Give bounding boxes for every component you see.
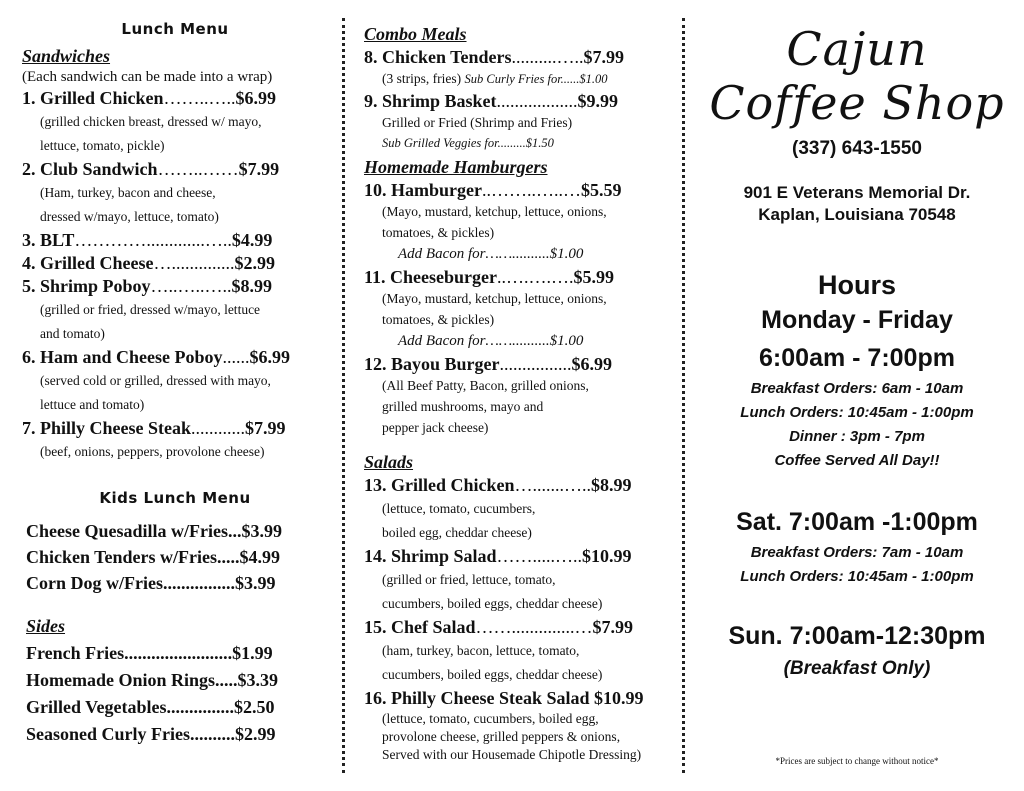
menu-item — [364, 354, 670, 375]
menu-item — [364, 688, 670, 709]
item-description — [382, 69, 670, 89]
item-price: $6.99 — [571, 354, 613, 374]
item-dots: …….....….. — [496, 546, 583, 566]
item-dots: ..... — [215, 670, 238, 690]
item-addon: Add Bacon for……..........$1.00 — [398, 333, 584, 349]
item-dots: ..........….. — [511, 47, 584, 67]
menu-item — [364, 180, 670, 201]
item-name: 16. Philly Cheese Steak Salad — [364, 688, 590, 708]
item-price: $7.99 — [592, 617, 634, 637]
item-price: $7.99 — [245, 418, 286, 438]
saturday-note: Lunch Orders: 10:45am - 1:00pm — [740, 568, 974, 585]
menu-item — [22, 159, 328, 180]
item-price: $7.99 — [583, 47, 625, 67]
item-name: Cheese Quesadilla w/Fries — [26, 521, 228, 541]
sandwich-list — [22, 88, 328, 463]
item-description-text: (3 strips, fries) — [382, 71, 465, 86]
item-price: $6.99 — [249, 347, 291, 367]
saturday-hours: Sat. 7:00am -1:00pm — [736, 508, 978, 536]
item-name: 2. Club Sandwich — [22, 159, 158, 179]
address — [690, 182, 1024, 226]
item-description: grilled mushrooms, mayo and — [382, 399, 544, 414]
phone-number: (337) 643-1550 — [792, 138, 922, 159]
item-name: 6. Ham and Cheese Poboy — [22, 347, 223, 367]
item-description: (ham, turkey, bacon, lettuce, tomato, — [382, 643, 580, 658]
item-description: (grilled chicken breast, dressed w/ mayo, — [40, 114, 262, 129]
burgers-heading: Homemade Hamburgers — [364, 157, 548, 177]
item-dots: ... — [227, 521, 242, 541]
item-name: 8. Chicken Tenders — [364, 47, 512, 67]
item-description: Served with our Housemade Chipotle Dressing) — [382, 747, 642, 762]
menu-item — [364, 267, 670, 288]
item-dots: .......... — [190, 724, 235, 744]
item-price: $4.99 — [239, 547, 281, 567]
item-description: pepper jack cheese) — [382, 420, 489, 435]
item-description: (lettuce, tomato, cucumbers, boiled egg, — [382, 711, 599, 726]
item-dots: ..... — [217, 547, 240, 567]
item-description — [382, 113, 670, 153]
item-dots: ..….….…. — [496, 267, 574, 287]
menu-item — [26, 547, 328, 568]
item-dots: ............... — [166, 697, 234, 717]
item-price: $1.99 — [232, 643, 273, 663]
menu-item — [26, 670, 328, 691]
kids-list — [22, 521, 328, 594]
menu-item — [26, 643, 328, 664]
item-description: and tomato) — [40, 326, 105, 341]
saturday-note: Breakfast Orders: 7am - 10am — [750, 544, 964, 561]
item-name: 9. Shrimp Basket — [364, 91, 497, 111]
price-footnote: *Prices are subject to change without notice* — [775, 756, 939, 766]
item-name: Homemade Onion Rings — [26, 670, 216, 690]
salad-list — [364, 475, 670, 763]
item-description: (lettuce, tomato, cucumbers, — [382, 501, 536, 516]
menu-item — [22, 230, 328, 251]
menu-item — [26, 521, 328, 542]
kids-menu-title: Kids Lunch Menu — [99, 489, 251, 507]
menu-item — [22, 347, 328, 368]
item-description: cucumbers, boiled eggs, cheddar cheese) — [382, 596, 603, 611]
item-dots: ….............. — [153, 253, 235, 273]
item-description: (All Beef Patty, Bacon, grilled onions, — [382, 378, 589, 393]
item-upgrade: Sub Curly Fries for......$1.00 — [464, 72, 608, 86]
item-description: (grilled or fried, dressed w/mayo, lettuce — [40, 302, 261, 317]
item-name: 10. Hamburger — [364, 180, 482, 200]
sunday-note: (Breakfast Only) — [783, 658, 931, 679]
menu-item — [364, 617, 670, 638]
item-name: 13. Grilled Chicken — [364, 475, 515, 495]
item-upgrade: Sub Grilled Veggies for.........$1.50 — [382, 136, 554, 150]
menu-item — [22, 418, 328, 439]
address-line-1: 901 E Veterans Memorial Dr. — [743, 183, 971, 202]
saturday-notes — [690, 541, 1024, 589]
item-price: $8.99 — [591, 475, 632, 495]
menu-item — [364, 91, 670, 112]
item-description-text: Grilled or Fried (Shrimp and Fries) — [382, 115, 573, 130]
weekday-notes — [690, 377, 1024, 473]
menu-item — [364, 47, 670, 68]
menu-item — [364, 475, 670, 496]
divider-left — [342, 18, 345, 773]
item-price: $10.99 — [594, 688, 644, 708]
item-description: provolone cheese, grilled peppers & onions, — [382, 729, 621, 744]
item-description: cucumbers, boiled eggs, cheddar cheese) — [382, 667, 603, 682]
item-price: $2.50 — [234, 697, 275, 717]
address-line-2: Kaplan, Louisiana 70548 — [758, 205, 956, 224]
item-dots: ..……..…..… — [481, 180, 581, 200]
item-name: 1. Grilled Chicken — [22, 88, 164, 108]
item-dots: ................ — [499, 354, 572, 374]
combo-list — [364, 47, 670, 153]
sides-heading: Sides — [26, 616, 66, 636]
hours-heading: Hours — [817, 270, 896, 300]
combo-panel — [350, 0, 680, 791]
menu-item — [26, 724, 328, 745]
sunday-hours: Sun. 7:00am-12:30pm — [728, 622, 986, 650]
item-name: 3. BLT — [22, 230, 75, 250]
item-description: tomatoes, & pickles) — [382, 312, 495, 327]
item-dots: ........................ — [124, 643, 233, 663]
item-description: dressed w/mayo, lettuce, tomato) — [40, 209, 219, 224]
item-name: 14. Shrimp Salad — [364, 546, 497, 566]
menu-item — [22, 276, 328, 297]
item-dots: ................ — [162, 573, 235, 593]
item-description: boiled egg, cheddar cheese) — [382, 525, 532, 540]
item-name: Corn Dog w/Fries — [26, 573, 163, 593]
logo-line-1: Cajun — [786, 22, 928, 76]
menu-item — [22, 253, 328, 274]
item-name: 7. Philly Cheese Steak — [22, 418, 191, 438]
item-description: lettuce, tomato, pickle) — [40, 138, 165, 153]
item-name: 11. Cheeseburger — [364, 267, 497, 287]
item-name: Seasoned Curly Fries — [26, 724, 190, 744]
item-dots: ...... — [222, 347, 250, 367]
sandwiches-heading: Sandwiches — [22, 46, 111, 66]
item-dots: ….......….. — [514, 475, 592, 495]
weekday-note: Coffee Served All Day!! — [774, 452, 940, 469]
item-price: $2.99 — [234, 253, 275, 273]
item-price: $7.99 — [238, 159, 280, 179]
weekday-time: 6:00am - 7:00pm — [759, 344, 955, 372]
item-dots: ………….............….. — [74, 230, 232, 250]
menu-item — [364, 546, 670, 567]
combo-heading: Combo Meals — [364, 24, 467, 44]
item-description: (Mayo, mustard, ketchup, lettuce, onions, — [382, 291, 607, 306]
item-name: French Fries — [26, 643, 125, 663]
item-price: $2.99 — [235, 724, 276, 744]
item-dots: ……..….. — [163, 88, 236, 108]
divider-right — [682, 18, 685, 773]
weekday-note: Breakfast Orders: 6am - 10am — [750, 380, 964, 397]
sandwiches-note: (Each sandwich can be made into a wrap) — [22, 69, 273, 85]
item-name: 15. Chef Salad — [364, 617, 476, 637]
item-dots: ……..…… — [157, 159, 239, 179]
item-price: $3.99 — [234, 573, 276, 593]
lunch-menu-title: Lunch Menu — [121, 20, 229, 38]
menu-item — [26, 573, 328, 594]
item-description: tomatoes, & pickles) — [382, 225, 495, 240]
item-price: $5.59 — [580, 180, 622, 200]
item-dots: .................. — [496, 91, 578, 111]
item-name: 5. Shrimp Poboy — [22, 276, 151, 296]
item-description: (Mayo, mustard, ketchup, lettuce, onions, — [382, 204, 607, 219]
info-panel — [690, 0, 1024, 791]
item-price: $5.99 — [573, 267, 614, 287]
menu-item — [26, 697, 328, 718]
item-price: $8.99 — [231, 276, 273, 296]
lunch-panel — [0, 0, 340, 791]
item-price: $3.99 — [241, 521, 282, 541]
item-description: (served cold or grilled, dressed with mayo, — [40, 373, 271, 388]
weekday-label: Monday - Friday — [761, 306, 953, 334]
item-price: $9.99 — [577, 91, 619, 111]
item-addon: Add Bacon for……..........$1.00 — [398, 246, 584, 262]
item-price: $10.99 — [582, 546, 632, 566]
sides-list — [22, 643, 328, 745]
weekday-note: Lunch Orders: 10:45am - 1:00pm — [740, 404, 974, 421]
logo-line-2: Coffee Shop — [709, 76, 1005, 130]
shop-logo — [690, 22, 1024, 130]
item-price: $4.99 — [231, 230, 273, 250]
item-dots: …..…..….. — [150, 276, 232, 296]
salads-heading: Salads — [364, 452, 414, 472]
item-description: (beef, onions, peppers, provolone cheese) — [40, 444, 265, 459]
item-dots: ............ — [191, 418, 245, 438]
item-description: (grilled or fried, lettuce, tomato, — [382, 572, 556, 587]
item-price: $3.39 — [237, 670, 279, 690]
item-name: 12. Bayou Burger — [364, 354, 500, 374]
item-description: lettuce and tomato) — [40, 397, 145, 412]
menu-item — [22, 88, 328, 109]
item-description: (Ham, turkey, bacon and cheese, — [40, 185, 216, 200]
item-dots: ……..............… — [475, 617, 593, 637]
item-price: $6.99 — [235, 88, 277, 108]
item-name: Chicken Tenders w/Fries — [26, 547, 218, 567]
burger-list — [364, 180, 670, 438]
item-name: Grilled Vegetables — [26, 697, 167, 717]
item-name: 4. Grilled Cheese — [22, 253, 154, 273]
weekday-note: Dinner : 3pm - 7pm — [789, 428, 925, 445]
